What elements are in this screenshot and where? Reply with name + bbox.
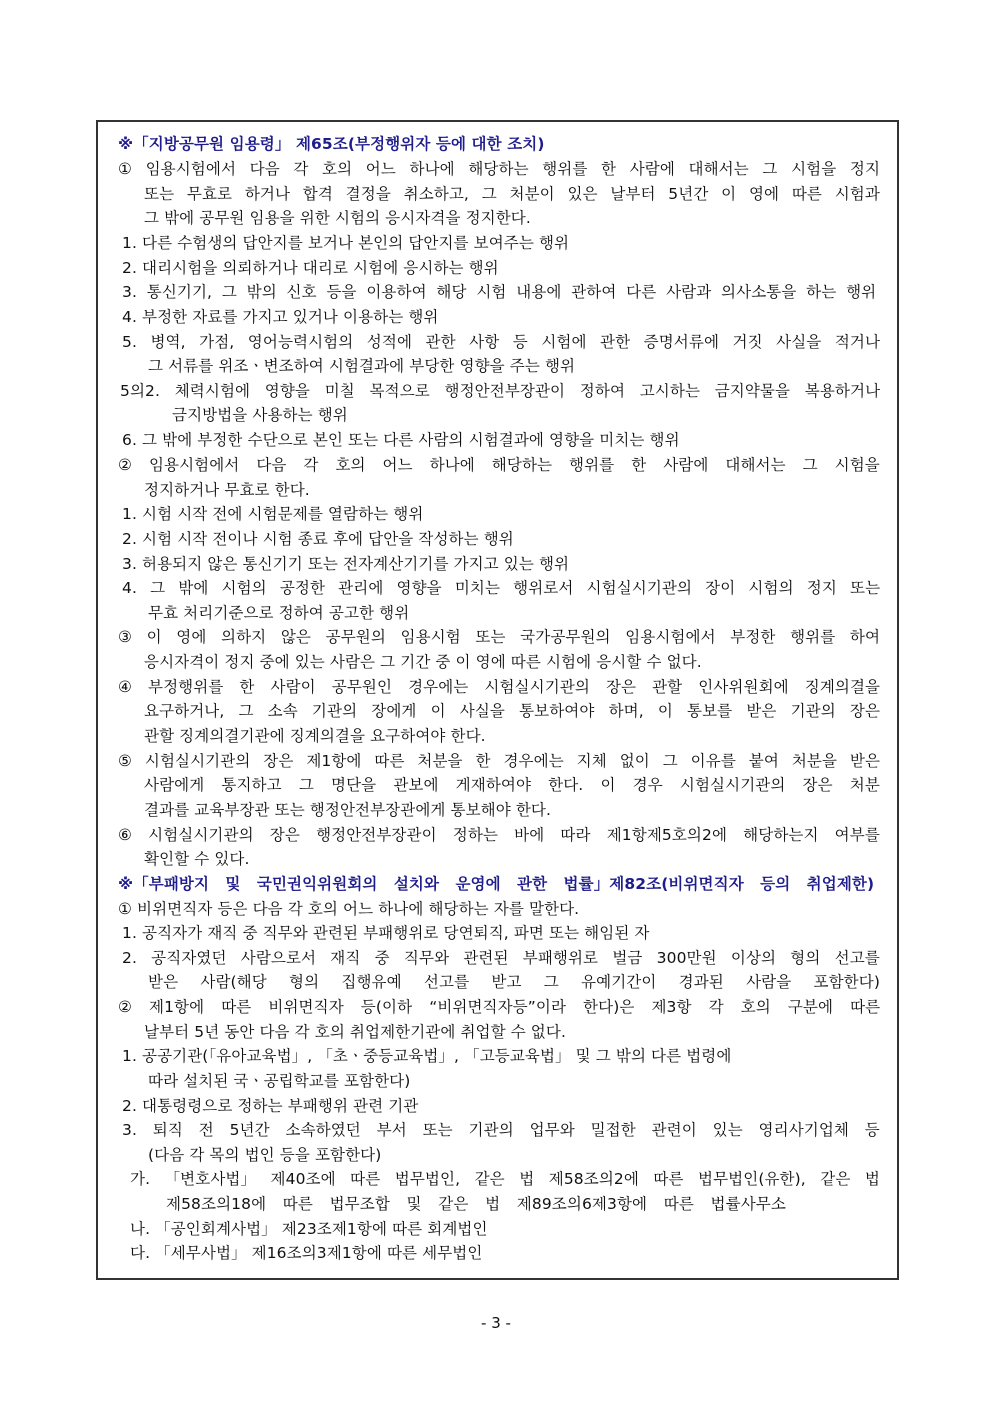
text-line: ② 제1항에 따른 비위면직자 등(이하 “비위면직자등”이라 한다)은 제3항 각 호의 구분에 따른 <box>118 998 881 1016</box>
text-line: 3. 통신기기, 그 밖의 신호 등을 이용하여 해당 시험 내용에 관하여 다른 사람과 의사소통을 하는 행위 <box>122 283 877 301</box>
text-line: ④ 부정행위를 한 사람이 공무원인 경우에는 시험실시기관의 장은 관할 인사위원회에 징계의결을 <box>118 678 881 696</box>
text-line: 2. 대통령령으로 정하는 부패행위 관련 기관 <box>122 1097 419 1115</box>
text-line: ① 임용시험에서 다음 각 호의 어느 하나에 해당하는 행위를 한 사람에 대해서는 그 시험을 정지 <box>118 160 881 178</box>
text-line: 나. 「공인회계사법」 제23조제1항에 따른 회계법인 <box>130 1220 488 1238</box>
text-line: 5. 병역, 가점, 영어능력시험의 성적에 관한 사항 등 시험에 관한 증명서류에 거짓 사실을 적거나 <box>122 333 881 351</box>
text-line: 1. 시험 시작 전에 시험문제를 열람하는 행위 <box>122 505 424 523</box>
text-line: 1. 공공기관(「유아교육법」, 「초ㆍ중등교육법」, 「고등교육법」 및 그 밖의 다른 법령에 <box>122 1047 732 1065</box>
text-line: 3. 허용되지 않은 통신기기 또는 전자계산기기를 가지고 있는 행위 <box>122 555 570 573</box>
section-heading: ※「부패방지 및 국민권익위원회의 설치와 운영에 관한 법률」제82조(비위면직자 등의 취업제한) <box>118 875 875 893</box>
page-number: - 3 - <box>481 1314 511 1332</box>
text-line: 1. 공직자가 재직 중 직무와 관련된 부패행위로 당연퇴직, 파면 또는 해임된 자 <box>122 924 650 942</box>
text-line: 1. 다른 수험생의 답안지를 보거나 본인의 답안지를 보여주는 행위 <box>122 234 570 252</box>
text-line: 무효 처리기준으로 정하여 공고한 행위 <box>148 604 410 622</box>
text-line: (다음 각 목의 법인 등을 포함한다) <box>148 1146 382 1164</box>
text-line: ① 비위면직자 등은 다음 각 호의 어느 하나에 해당하는 자를 말한다. <box>118 900 580 918</box>
text-line: 다. 「세무사법」 제16조의3제1항에 따른 세무법인 <box>130 1244 483 1262</box>
text-line: 따라 설치된 국ㆍ공립학교를 포함한다) <box>148 1072 411 1090</box>
text-line: 6. 그 밖에 부정한 수단으로 본인 또는 다른 사람의 시험결과에 영향을 미치는 행위 <box>122 431 680 449</box>
text-line: ③ 이 영에 의하지 않은 공무원의 임용시험 또는 국가공무원의 임용시험에서 부정한 행위를 하여 <box>118 628 881 646</box>
text-line: 2. 공직자였던 사람으로서 재직 중 직무와 관련된 부패행위로 벌금 300만원 이상의 형의 선고를 <box>122 949 880 967</box>
text-line: ⑥ 시험실시기관의 장은 행정안전부장관이 정하는 바에 따라 제1항제5호의2에 해당하는지 여부를 <box>118 826 880 844</box>
text-line: 제58조의18에 따른 법무조합 및 같은 법 제89조의6제3항에 따른 법률사무소 <box>166 1195 786 1213</box>
text-line: 사람에게 통지하고 그 명단을 관보에 게재하여야 한다. 이 경우 시험실시기관의 장은 처분 <box>144 776 880 794</box>
text-line: 확인할 수 있다. <box>144 850 250 868</box>
text-line: 결과를 교육부장관 또는 행정안전부장관에게 통보해야 한다. <box>144 801 551 819</box>
text-line: 응시자격이 정지 중에 있는 사람은 그 기간 중 이 영에 따른 시험에 응시할 수 없다. <box>144 653 702 671</box>
text-line: 금지방법을 사용하는 행위 <box>172 406 348 424</box>
text-line: 날부터 5년 동안 다음 각 호의 취업제한기관에 취업할 수 없다. <box>144 1023 566 1041</box>
text-line: 그 서류를 위조ㆍ변조하여 시험결과에 부당한 영향을 주는 행위 <box>148 357 576 375</box>
text-line: ⑤ 시험실시기관의 장은 제1항에 따른 처분을 한 경우에는 지체 없이 그 이유를 붙여 처분을 받은 <box>118 752 881 770</box>
text-line: 5의2. 체력시험에 영향을 미칠 목적으로 행정안전부장관이 정하여 고시하는 금지약물을 복용하거나 <box>120 382 881 400</box>
text-line: 2. 시험 시작 전이나 시험 종료 후에 답안을 작성하는 행위 <box>122 530 514 548</box>
text-line: 4. 그 밖에 시험의 공정한 관리에 영향을 미치는 행위로서 시험실시기관의 장이 시험의 정지 또는 <box>122 579 881 597</box>
text-line: 받은 사람(해당 형의 집행유예 선고를 받고 그 유예기간이 경과된 사람을 포함한다) <box>148 973 880 991</box>
text-line: ② 임용시험에서 다음 각 호의 어느 하나에 해당하는 행위를 한 사람에 대해서는 그 시험을 <box>118 456 880 474</box>
text-line: 3. 퇴직 전 5년간 소속하였던 부서 또는 기관의 업무와 밀접한 관련이 있는 영리사기업체 등 <box>122 1121 880 1139</box>
text-line: 4. 부정한 자료를 가지고 있거나 이용하는 행위 <box>122 308 439 326</box>
text-line: 2. 대리시험을 의뢰하거나 대리로 시험에 응시하는 행위 <box>122 259 499 277</box>
text-line: 정지하거나 무효로 한다. <box>144 481 310 499</box>
text-line: 그 밖에 공무원 임용을 위한 시험의 응시자격을 정지한다. <box>144 209 531 227</box>
text-line: 가. 「변호사법」 제40조에 따른 법무법인, 같은 법 제58조의2에 따른 법무법인(유한), 같은 법 <box>130 1170 880 1188</box>
section-heading: ※「지방공무원 임용령」 제65조(부정행위자 등에 대한 조치) <box>118 135 545 153</box>
text-line: 또는 무효로 하거나 합격 결정을 취소하고, 그 처분이 있은 날부터 5년간 이 영에 따른 시험과 <box>144 185 880 203</box>
text-line: 관할 징계의결기관에 징계의결을 요구하여야 한다. <box>144 727 486 745</box>
text-line: 요구하거나, 그 소속 기관의 장에게 이 사실을 통보하여야 하며, 이 통보를 받은 기관의 장은 <box>144 702 881 720</box>
